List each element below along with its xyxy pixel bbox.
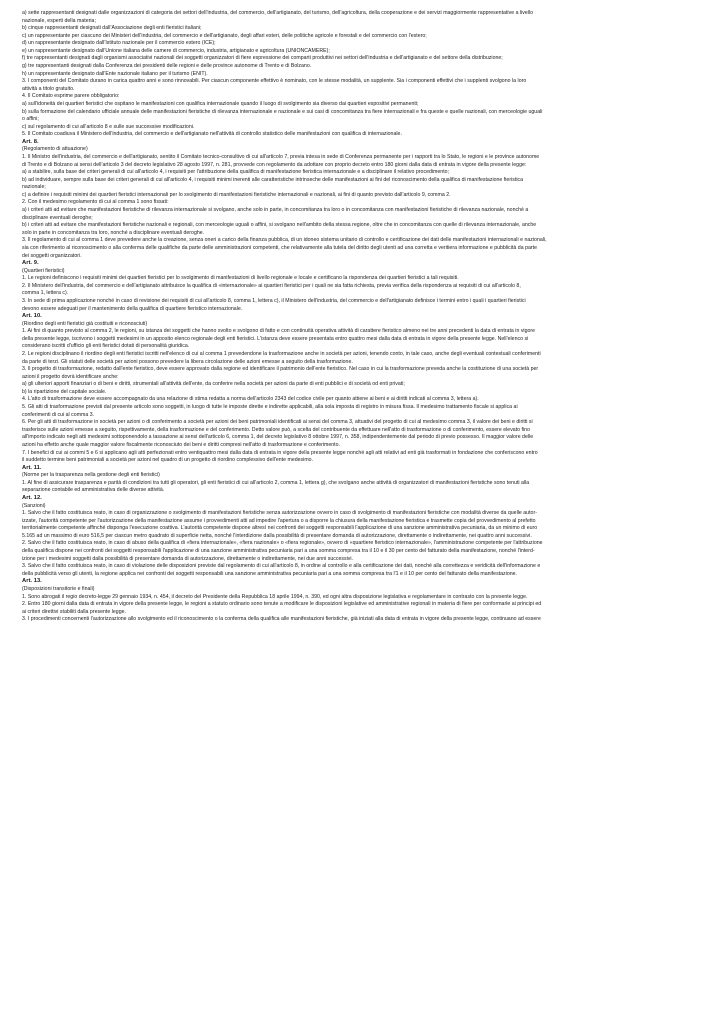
text-line: 7. I benefici di cui ai commi 5 e 6 si applicano agli atti perfezionati entro ventiquattro mesi dalla data di entrata in vigore della presente legge nonché agli atti relativi ad enti già trasformati in fondazione che conferiscono entro bbox=[22, 449, 538, 456]
text-line: a) i criteri atti ad evitare che manifestazioni fieristiche di rilevanza internazionale si svolgano, anche solo in parte, in concomitanza tra loro o in concomitanza con manifestazioni fieristiche di rilevanza nazionale, nonché a bbox=[22, 207, 529, 214]
text-line: devono essere adeguati per il mantenimento della qualifica di quartiere fieristico internazionale. bbox=[22, 305, 243, 312]
text-line: da parte di terzi. Gli statuti delle società per azioni possono prevedere la libera circolazione delle azioni emesse a seguito della trasformazione. bbox=[22, 358, 353, 365]
text-line: della pubblicità verso gli utenti, la regione applica nei confronti dei soggetti responsabili una sanzione amministrativa pecuniaria pari a una somma compresa tra l'1 e il 10 per cento del fatturato della manifestazione. bbox=[22, 570, 518, 577]
text-line: il suddetto termine beni patrimoniali a società per azioni nel quadro di un progetto di riordino complessivo dell'ente medesimo. bbox=[22, 457, 314, 464]
text-line: 1. Al fine di assicurare trasparenza e parità di condizioni tra tutti gli operatori, gli enti fieristici di cui all'articolo 2, comma 1, lettera g), che svolgano anche attività di organizzatori di manifestazioni fieristiche sono tenuti alla bbox=[22, 479, 530, 486]
article-heading: Art. 9. bbox=[22, 260, 39, 267]
text-line: 6. Per gli atti di trasformazione in società per azioni o di conferimento a società per azioni dei beni patrimoniali identificati ai sensi del comma 3, attuativi del progetto di cui al medesimo comma 3, il valore dei beni e diritti si bbox=[22, 419, 533, 426]
text-line: considerano iscritti d'ufficio gli enti fieristici dotati di personalità giuridica. bbox=[22, 343, 190, 350]
text-line: 3. In sede di prima applicazione nonché in caso di revisione dei requisiti di cui all'articolo 8, comma 1, lettera c), il Ministero dell'industria, del commercio e dell'artigianato definisce i termini entro i quali i quartieri fieristici bbox=[22, 297, 526, 304]
text-line: e) un rappresentante designato dall'Unione italiana delle camere di commercio, industria, artigianato e agricoltura (UNIONCAMERE); bbox=[22, 47, 330, 54]
text-line: 2. Le regioni disciplinano il riordino degli enti fieristici iscritti nell'elenco di cui al comma 1 prevedendone la trasformazione anche in società per azioni, tenendo conto, in tale caso, anche degli eventuali contestuali conferimenti bbox=[22, 351, 541, 358]
text-line: a) sull'idoneità dei quartieri fieristici che ospitano le manifestazioni con qualifica internazionale quando il luogo di svolgimento sia diverso dai quartieri espositivi permanenti; bbox=[22, 100, 419, 107]
text-line: 4. Il Comitato esprime parere obbligatorio: bbox=[22, 93, 120, 100]
article-heading: Art. 10. bbox=[22, 313, 42, 320]
article-heading: Art. 12. bbox=[22, 495, 42, 501]
text-line: 1. Il Ministro dell'industria, del commercio e dell'artigianato, sentito il Comitato tecnico-consultivo di cui all'articolo 7, previa intesa in sede di Conferenza permanente per i rapporti tra lo Stato, le regioni e le province autonome bbox=[22, 153, 540, 160]
text-line: (Riordino degli enti fieristici già costituiti e riconosciuti) bbox=[22, 320, 148, 327]
text-line: 3. Salvo che il fatto costituisca reato, in caso di violazione delle disposizioni previste dal regolamento di cui all'articolo 8, in ordine al controllo e alla certificazione dei dati, nonché alla correttezza e veridicità dell'informazione e bbox=[22, 563, 541, 570]
text-line: b) i criteri atti ad evitare che manifestazioni fieristiche nazionali e regionali, con merceologie uguali o affini, si svolgano nell'ambito della stessa regione, oltre che in concomitanza con quelle di rilevanza internazionale, anche bbox=[22, 222, 537, 229]
text-line: 2. Con il medesimo regolamento di cui al comma 1 sono fissati: bbox=[22, 199, 169, 206]
text-line: azioni ha effetto anche quale maggior valore fiscalmente riconosciuto dei beni e diritti compresi nell'atto di trasformazione e conferimento. bbox=[22, 441, 341, 448]
text-line: 1. Ai fini di quanto previsto al comma 2, le regioni, su istanza dei soggetti che hanno svolto e svolgono di fatto e con continuità operativa attività di carattere fieristico almeno nei tre anni precedenti la data di entrata in vigore bbox=[22, 328, 536, 335]
text-line: (Sanzioni) bbox=[22, 502, 46, 509]
text-line: b) ad individuare, sempre sulla base dei criteri generali di cui all'articolo 4, i requisiti minimi inerenti alle caratteristiche intrinseche delle manifestazioni ai fini del riconoscimento della qualifica di manifestazione fieristica bbox=[22, 176, 524, 183]
text-line: nazionale, esperti della materia; bbox=[22, 17, 96, 24]
text-line: 5. Gli atti di trasformazione previsti dal presente articolo sono soggetti, in luogo di tutte le imposte dirette e indirette applicabili, alla sola imposta di registro in misura fissa. Il medesimo trattamento fiscale si applica ai bbox=[22, 404, 518, 411]
text-line: b) la ripartizione del capitale sociale. bbox=[22, 388, 107, 395]
text-line: 5. Il Comitato coadiuva il Ministero dell'industria, del commercio e dell'artigianato nell'attività di controllo statistico delle manifestazioni con qualifica di internazionale. bbox=[22, 131, 402, 138]
text-line: d) un rappresentante designato dall'Istituto nazionale per il commercio estero (ICE); bbox=[22, 40, 216, 47]
text-line: (Quartieri fieristici) bbox=[22, 267, 65, 274]
text-line: b) cinque rappresentanti designati dall'Associazione degli enti fieristici italiani; bbox=[22, 25, 202, 32]
text-line: 2. Salvo che il fatto costituisca reato, in caso di abuso della qualifica di «fiera internazionale», «fiera nazionale» o «fiera regionale», ovvero di «quartiere fieristico internazionale», l'amministrazione competente per l'attribuzione bbox=[22, 540, 543, 547]
article-heading: Art. 13. bbox=[22, 578, 42, 585]
text-line: b) sulla formazione del calendario ufficiale annuale delle manifestazioni fieristiche di rilevanza internazionale e nazionale e sui casi di concomitanza tra fiere internazionali e fra queste e quelle nazionali, con merceologie uguali bbox=[22, 108, 543, 115]
text-line: dei soggetti organizzatori. bbox=[22, 252, 82, 259]
text-line: ai criteri direttivi stabiliti dalla presente legge. bbox=[22, 608, 126, 615]
text-line: g) tre rappresentanti designati dalla Conferenza dei presidenti delle regioni e delle province autonome di Trento e di Bolzano. bbox=[22, 63, 312, 70]
text-line: conferimenti di cui al comma 3. bbox=[22, 411, 95, 418]
text-line: solo in parte in concomitanza tra loro, nonché a disciplinare eventuali deroghe. bbox=[22, 229, 205, 236]
text-line: 1. Salvo che il fatto costituisca reato, in caso di organizzazione o svolgimento di manifestazioni fieristiche senza autorizzazione ovvero in caso di svolgimento di manifestazioni fieristiche con modalità diverse da quelle autor- bbox=[22, 510, 537, 517]
text-line: nazionale; bbox=[22, 184, 46, 191]
text-line: 1. Sono abrogati il regio decreto-legge 29 gennaio 1934, n. 454, il decreto del Presidente della Repubblica 18 aprile 1994, n. 390, ed ogni altra disposizione legislativa e regolamentare in contrasto con la presente legge. bbox=[22, 593, 528, 600]
article-heading: Art. 8. bbox=[22, 138, 39, 145]
text-line: sia con riferimento al riconoscimento o alla conferma delle qualifiche da parte delle amministrazioni competenti, che relativamente alla tutela del diritto degli utenti ad una corretta e veritiera informazione e pubblicità da parte bbox=[22, 244, 537, 251]
text-line: o affini; bbox=[22, 116, 39, 123]
text-line: a) sette rappresentanti designati dalle organizzazioni di categoria dei settori dell'industria, del commercio, dell'artigianato, del turismo, dell'agricoltura, della cooperazione e dei servizi maggiormente rappresentative a livello bbox=[22, 10, 534, 16]
text-line: h) un rappresentante designato dall'Ente nazionale italiano per il turismo (ENIT). bbox=[22, 70, 208, 77]
text-line: 3. I componenti del Comitato durano in carica quattro anni e sono rinnovabili. Per ciascun componente effettivo è nominato, con le stesse modalità, un supplente. Sia i componenti effettivi che i supplenti svolgono la loro bbox=[22, 78, 527, 85]
text-line: 3. I procedimenti concernenti l'autorizzazione allo svolgimento ed il riconoscimento o la conferma della qualifica alle manifestazioni fieristiche, già iniziati alla data di entrata in vigore della presente legge, continuano ad essere bbox=[22, 616, 541, 623]
text-line: 5.165 ad un massimo di euro 516,5 per ciascun metro quadrato di superficie netta, nonché l'interdizione dalla possibilità di presentare domanda di autorizzazione, direttamente o indirettamente, nei quattro anni successivi. bbox=[22, 532, 532, 539]
text-line: a) a stabilire, sulla base dei criteri generali di cui all'articolo 4, i requisiti per l'attribuzione della qualifica di manifestazione fieristica internazionale e a disciplinare il relativo procedimento; bbox=[22, 169, 450, 176]
text-line: azioni il progetto dovrà identificare anche: bbox=[22, 373, 119, 380]
text-line: della qualifica dispone nei confronti dei soggetti responsabili l'applicazione di una sanzione amministrativa pecuniaria pari a una somma compresa tra il 10 e il 30 per cento del fatturato della manifestazione, nonché l'interd- bbox=[22, 548, 535, 555]
text-line: della presente legge, iscrivono i soggetti medesimi in un apposito elenco regionale degli enti fieristici. L'istanza deve essere presentata entro quattro mesi dalla data di entrata in vigore della presente legge. Nell'elenco si bbox=[22, 335, 529, 342]
text-line: izione per i medesimi soggetti dalla possibilità di presentare domanda di autorizzazione, direttamente o indirettamente, nei due anni successivi. bbox=[22, 555, 354, 562]
text-line: 3. Il progetto di trasformazione, redatto dall'ente fieristico, deve essere approvato dalla regione ed identificare il patrimonio dell'ente fieristico. Nel caso in cui la trasformazione preveda anche la costituzione di una società per bbox=[22, 366, 539, 373]
text-line: izzate, l'autorità competente per l'autorizzazione della manifestazione assume i provvedimenti atti ad impedire l'apertura o a disporre la chiusura della manifestazione fieristica e trasmette copia del provvedimento al prefetto bbox=[22, 517, 536, 524]
text-line: f) tre rappresentanti designati dagli organismi associativi nazionali dei soggetti organizzatori di fiere espressione dei comparti produttivi nei settori dell'industria e dell'artigianato e del settore della distribuzione; bbox=[22, 55, 503, 62]
text-line: 2. Il Ministero dell'industria, del commercio e dell'artigianato attribuisce la qualifica di «internazionale» ai quartieri fieristici per i quali ne sia fatta richiesta, previa verifica della rispondenza ai requisiti di cui all'articolo 8, bbox=[22, 282, 521, 289]
text-line: (Norme per la trasparenza nella gestione degli enti fieristici) bbox=[22, 472, 160, 479]
text-line: all'importo indicato negli atti medesimi sottoponendolo a tassazione ai sensi dell'articolo 6, comma 1, del decreto legislativo 8 ottobre 1997, n. 358, indipendentemente dal periodo di previo possesso. Il maggior valore delle bbox=[22, 434, 534, 441]
text-line: comma 1, lettera c). bbox=[22, 290, 69, 297]
text-line: attività a titolo gratuito. bbox=[22, 85, 75, 92]
text-line: 1. Le regioni definiscono i requisiti minimi dei quartieri fieristici per lo svolgimento di manifestazioni di livello regionale e locale e certificano la rispondenza dei quartieri fieristici a tali requisiti. bbox=[22, 275, 459, 282]
text-line: (Regolamento di attuazione) bbox=[22, 146, 88, 153]
text-line: di Trento e di Bolzano ai sensi dell'articolo 3 del decreto legislativo 28 agosto 1997, n. 281, provvede con regolamento da adottare con proprio decreto entro 180 giorni dalla data di entrata in vigore della presente legge: bbox=[22, 161, 527, 168]
text-line: disciplinare eventuali deroghe; bbox=[22, 214, 93, 221]
text-line: territorialmente competente affinché disponga l'esecuzione coattiva. L'autorità competente dispone altresì nei confronti dei soggetti responsabili l'applicazione di una sanzione amministrativa pecuniaria, da un minimo di euro bbox=[22, 525, 538, 532]
document-page bbox=[22, 10, 698, 624]
text-line: separazione contabile ed amministrativa delle diverse attività. bbox=[22, 487, 165, 494]
text-line: c) a definire i requisiti minimi dei quartieri fieristici internazionali per lo svolgimento di manifestazioni fieristiche internazionali e nazionali, ai fini di quanto previsto dall'articolo 9, comma 2. bbox=[22, 191, 451, 198]
text-line: 2. Entro 180 giorni dalla data di entrata in vigore della presente legge, le regioni a statuto ordinario sono tenute a modificare le disposizioni legislative ed amministrative regionali in materia di fiere per conformarle ai principi ed bbox=[22, 601, 542, 608]
text-line: c) un rappresentante per ciascuno dei Ministeri dell'industria, del commercio e dell'artigianato, degli affari esteri, delle politiche agricole e forestali e del commercio con l'estero; bbox=[22, 32, 427, 39]
text-line: 4. L'atto di trasformazione deve essere accompagnato da una relazione di stima redatta a norma dell'articolo 2343 del codice civile per quanto attiene ai beni e ai diritti indicati al comma 3, lettera a). bbox=[22, 396, 479, 403]
text-line: a) gli ulteriori apporti finanziari o di beni e diritti, strumentali all'attività dell'ente, da conferire nella società per azioni da parte di enti pubblici e di società od enti privati; bbox=[22, 381, 405, 388]
article-heading: Art. 11. bbox=[22, 464, 42, 471]
text-line: 3. Il regolamento di cui al comma 1 deve prevedere anche la creazione, senza oneri a carico della finanza pubblica, di un idoneo sistema unitario di controllo e certificazione dei dati delle manifestazioni internazionali e nazionali, bbox=[22, 237, 547, 244]
text-line: (Disposizioni transitorie e finali) bbox=[22, 585, 95, 592]
text-line: trasferisce sulle azioni emesse a seguito, rispettivamente, della trasformazione e del conferimento. Detto valore può, a scelta del contribuente da effettuare nell'atto di trasformazione o di conferimento, essere elevato fino bbox=[22, 426, 530, 433]
text-line: c) sul regolamento di cui all'articolo 8 e sulle sue successive modificazioni. bbox=[22, 123, 195, 130]
